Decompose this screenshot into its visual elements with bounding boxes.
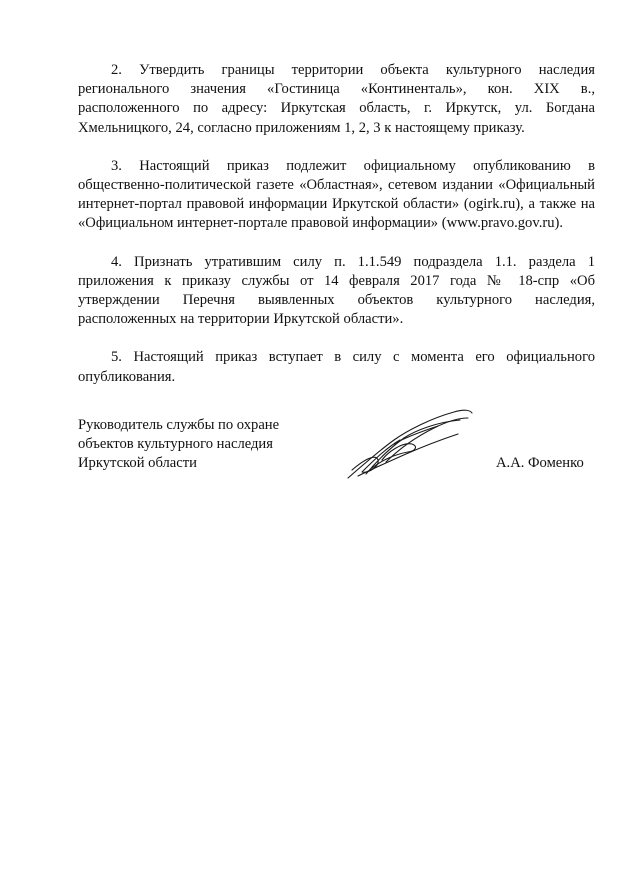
signature-block <box>78 416 608 496</box>
signer-position-line: объектов культурного наследия <box>78 436 273 452</box>
paragraph-item-3: 3. Настоящий приказ подлежит официальному опубликованию в общественно-политической газете «Областная», сетевом издании «Официальный интернет-портал правовой информации Иркутской области» (ogirk.ru), а также на «Официальном интернет-портале правовой информации» (www.pravo.gov.ru). <box>78 157 595 232</box>
paragraph-item-5: 5. Настоящий приказ вступает в силу с момента его официального опубликования. <box>78 349 595 385</box>
paragraph-item-2: 2. Утвердить границы территории объекта культурного наследия регионального значения «Гостиница «Континенталь», кон. XIX в., расположенного по адресу: Иркутская область, г. Иркутск, ул. Богдана Хмельницкого, 24, согласно приложениям 1, 2, 3 к настоящему приказу. <box>78 62 595 136</box>
signer-position-line: Иркутской области <box>78 455 197 471</box>
paragraph-item-4: 4. Признать утратившим силу п. 1.1.549 подраздела 1.1. раздела 1 приложения к приказу службы от 14 февраля 2017 года № 18-спр «Об утверждении Перечня выявленных объектов культурного наследия, расположенных на территории Иркутской области». <box>78 253 595 328</box>
signer-position <box>78 416 318 473</box>
order-text <box>78 61 595 406</box>
signer-name: А.А. Фоменко <box>496 455 584 471</box>
signer-position-line: Руководитель службы по охране <box>78 417 280 433</box>
handwritten-signature <box>342 404 482 484</box>
